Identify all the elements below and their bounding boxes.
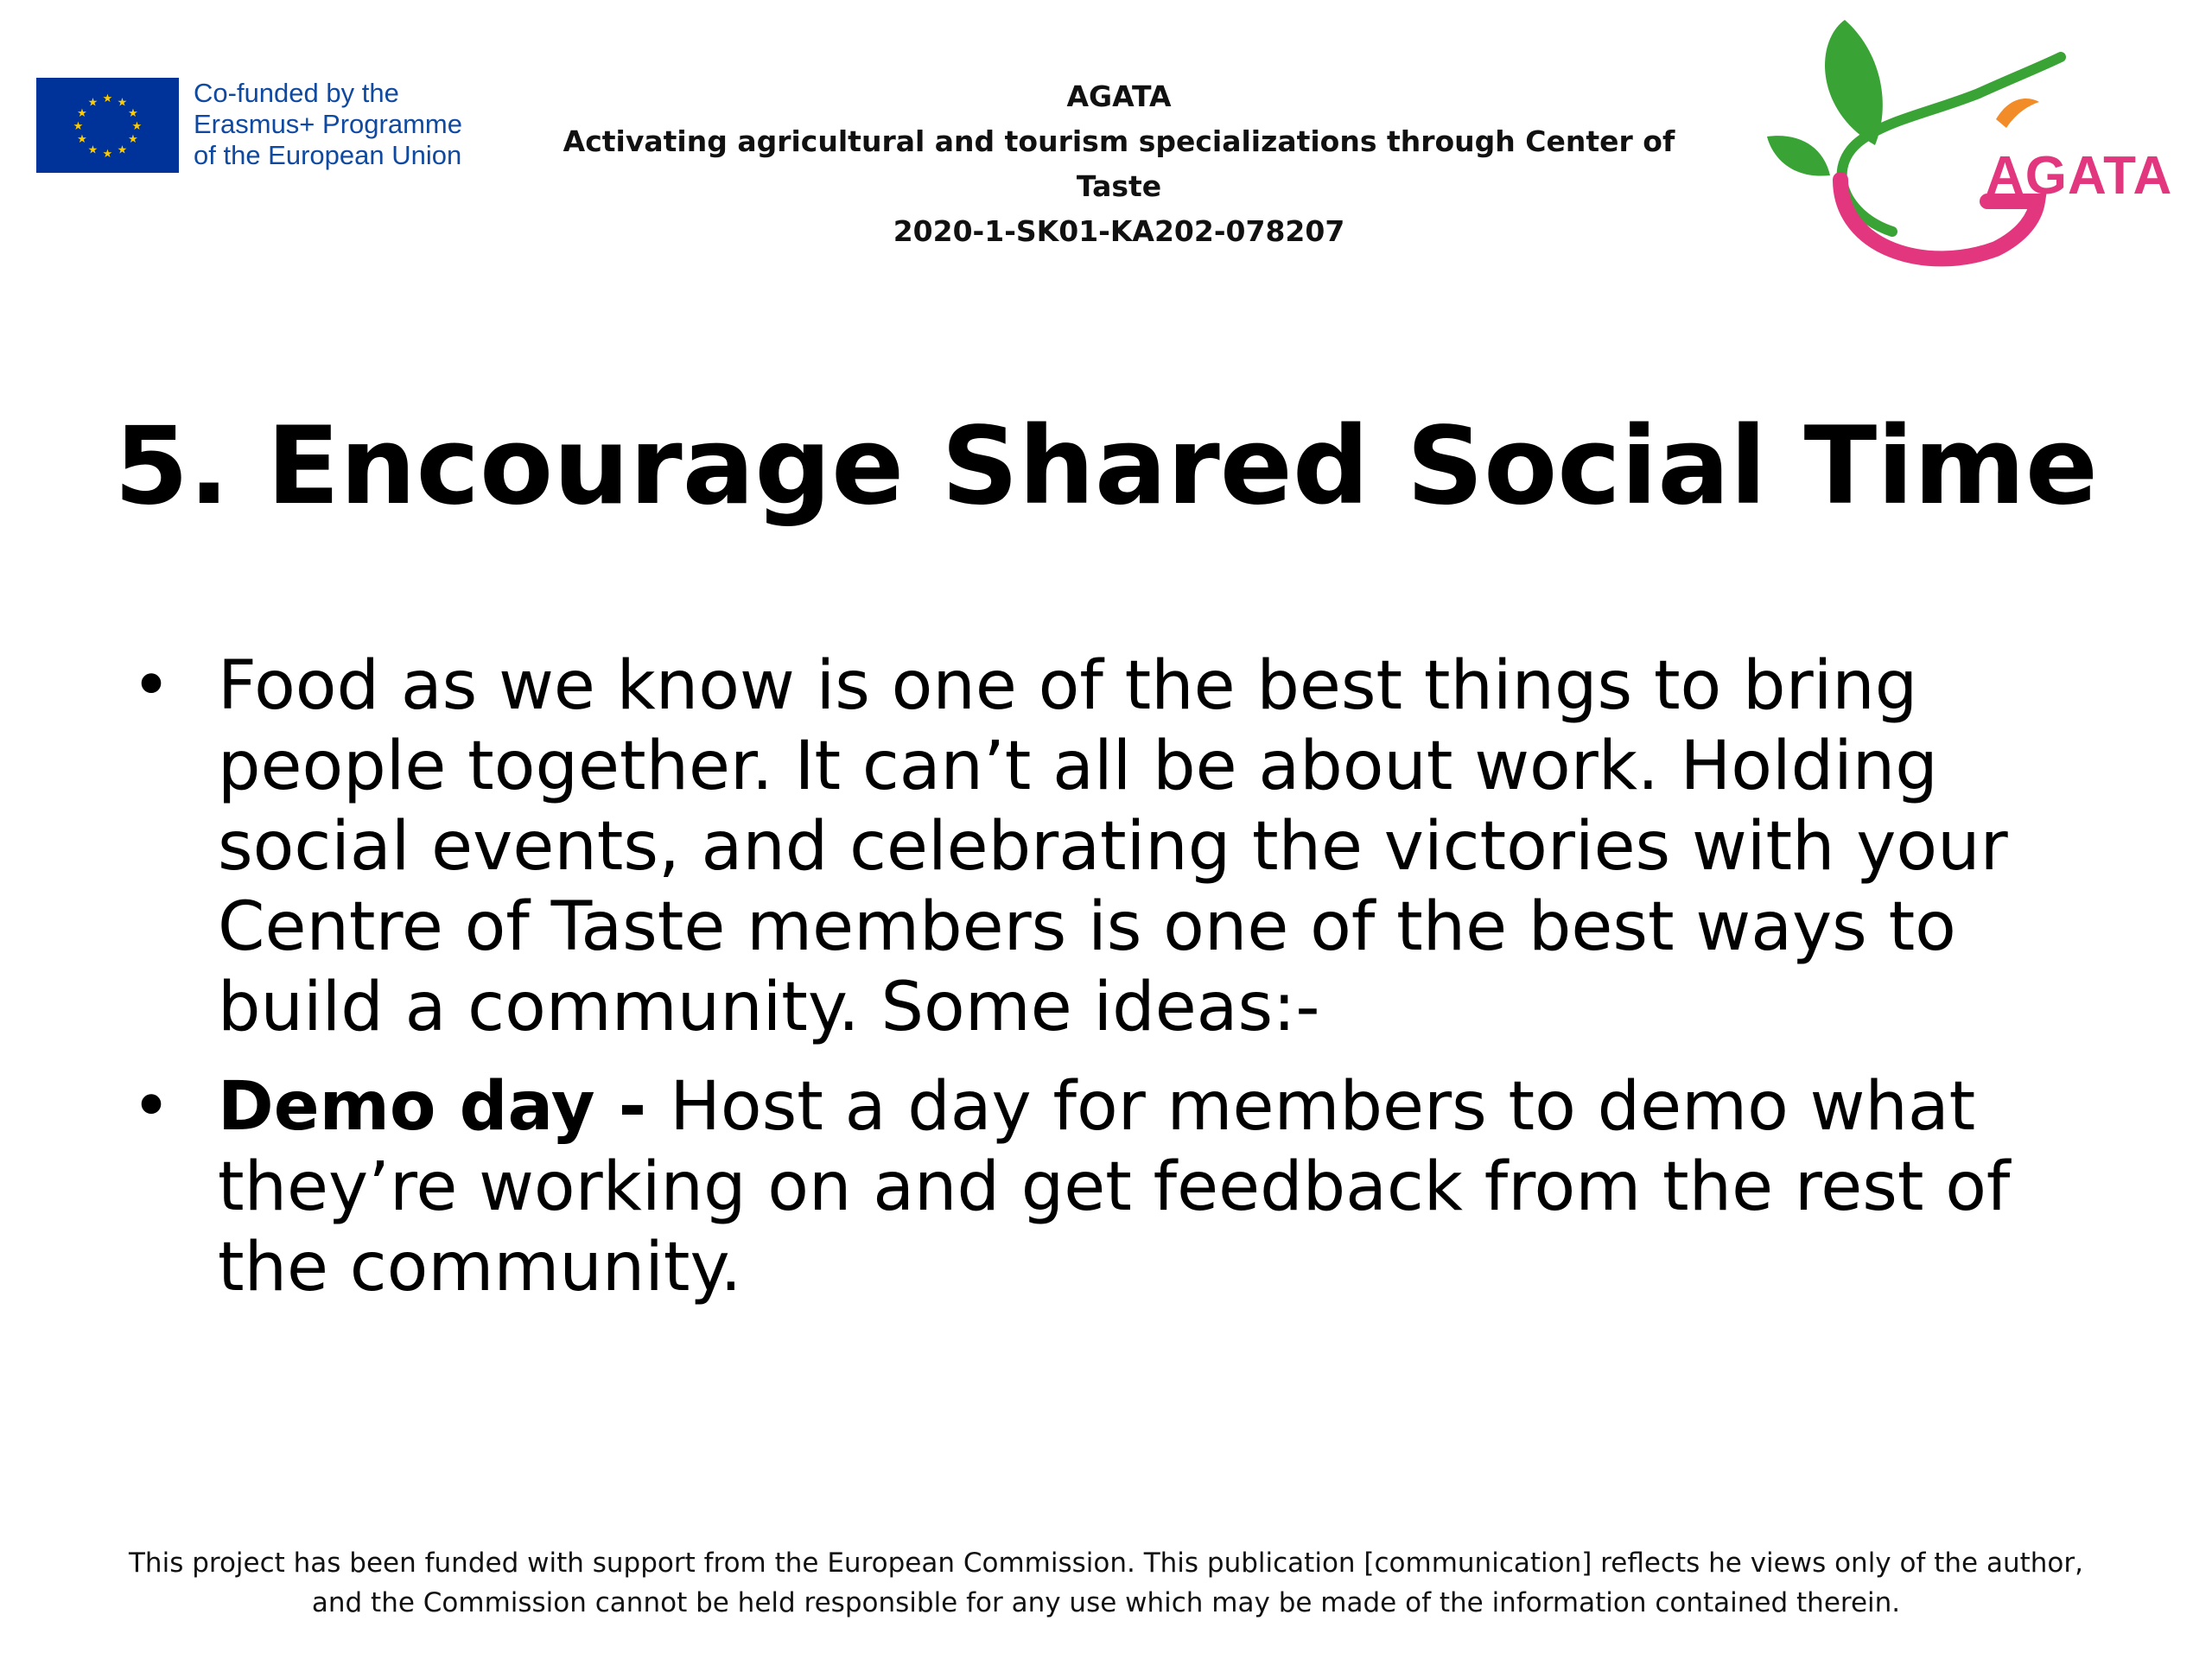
eu-flag-icon <box>36 78 179 173</box>
bullet-text <box>218 646 2119 1048</box>
bullet-body-text: Host a day for members to demo what they’re working on and get feedback from the rest of the community. <box>218 1068 2011 1306</box>
eu-text-line-1: Co-funded by the <box>194 78 399 108</box>
eu-text-line-2: Erasmus+ Programme <box>194 109 462 139</box>
svg-text:★: ★ <box>87 96 99 110</box>
bullet-item <box>131 646 2119 1048</box>
eu-cofunding-logo <box>36 78 462 173</box>
svg-text:★: ★ <box>77 133 87 146</box>
project-full-title: Activating agricultural and tourism specializations through Center of Taste <box>563 124 1675 203</box>
agata-logo-wordmark: AGATA <box>1986 146 2173 206</box>
bullet-text <box>218 1067 2119 1308</box>
svg-text:★: ★ <box>131 120 143 133</box>
svg-text:★: ★ <box>87 143 99 157</box>
svg-text:★: ★ <box>117 143 128 157</box>
eu-text-line-3: of the European Union <box>194 140 462 170</box>
slide-title: 5. Encourage Shared Social Time <box>113 404 2099 529</box>
funding-disclaimer <box>0 1543 2212 1623</box>
eu-cofunding-text <box>194 78 462 171</box>
bullet-list <box>131 646 2119 1327</box>
bullet-strong-text: Demo day - <box>218 1068 671 1146</box>
bullet-body-text: Food as we know is one of the best things to bring people together. It can’t all be about work. Holding social events, and celebrating the victories with your Centre of Taste members is one of the best ways to build a community. Some ideas:- <box>218 647 2008 1046</box>
project-name: AGATA <box>1066 79 1172 113</box>
svg-text:★: ★ <box>117 96 128 110</box>
disclaimer-line-1: This project has been funded with support from the European Commission. This publication [communication] reflects he views only of the author, <box>129 1548 2083 1579</box>
svg-text:★: ★ <box>128 107 138 120</box>
bullet-dot-icon: • <box>131 647 172 725</box>
svg-text:★: ★ <box>77 107 87 120</box>
project-header <box>518 74 1719 254</box>
bullet-item <box>131 1067 2119 1308</box>
disclaimer-line-2: and the Commission cannot be held responsible for any use which may be made of the information contained therein. <box>311 1587 1901 1618</box>
svg-text:★: ★ <box>102 92 113 105</box>
svg-text:★: ★ <box>73 120 84 133</box>
project-code: 2020-1-SK01-KA202-078207 <box>893 214 1345 248</box>
svg-text:★: ★ <box>102 148 113 161</box>
bullet-dot-icon: • <box>131 1068 172 1146</box>
svg-text:★: ★ <box>128 133 138 146</box>
